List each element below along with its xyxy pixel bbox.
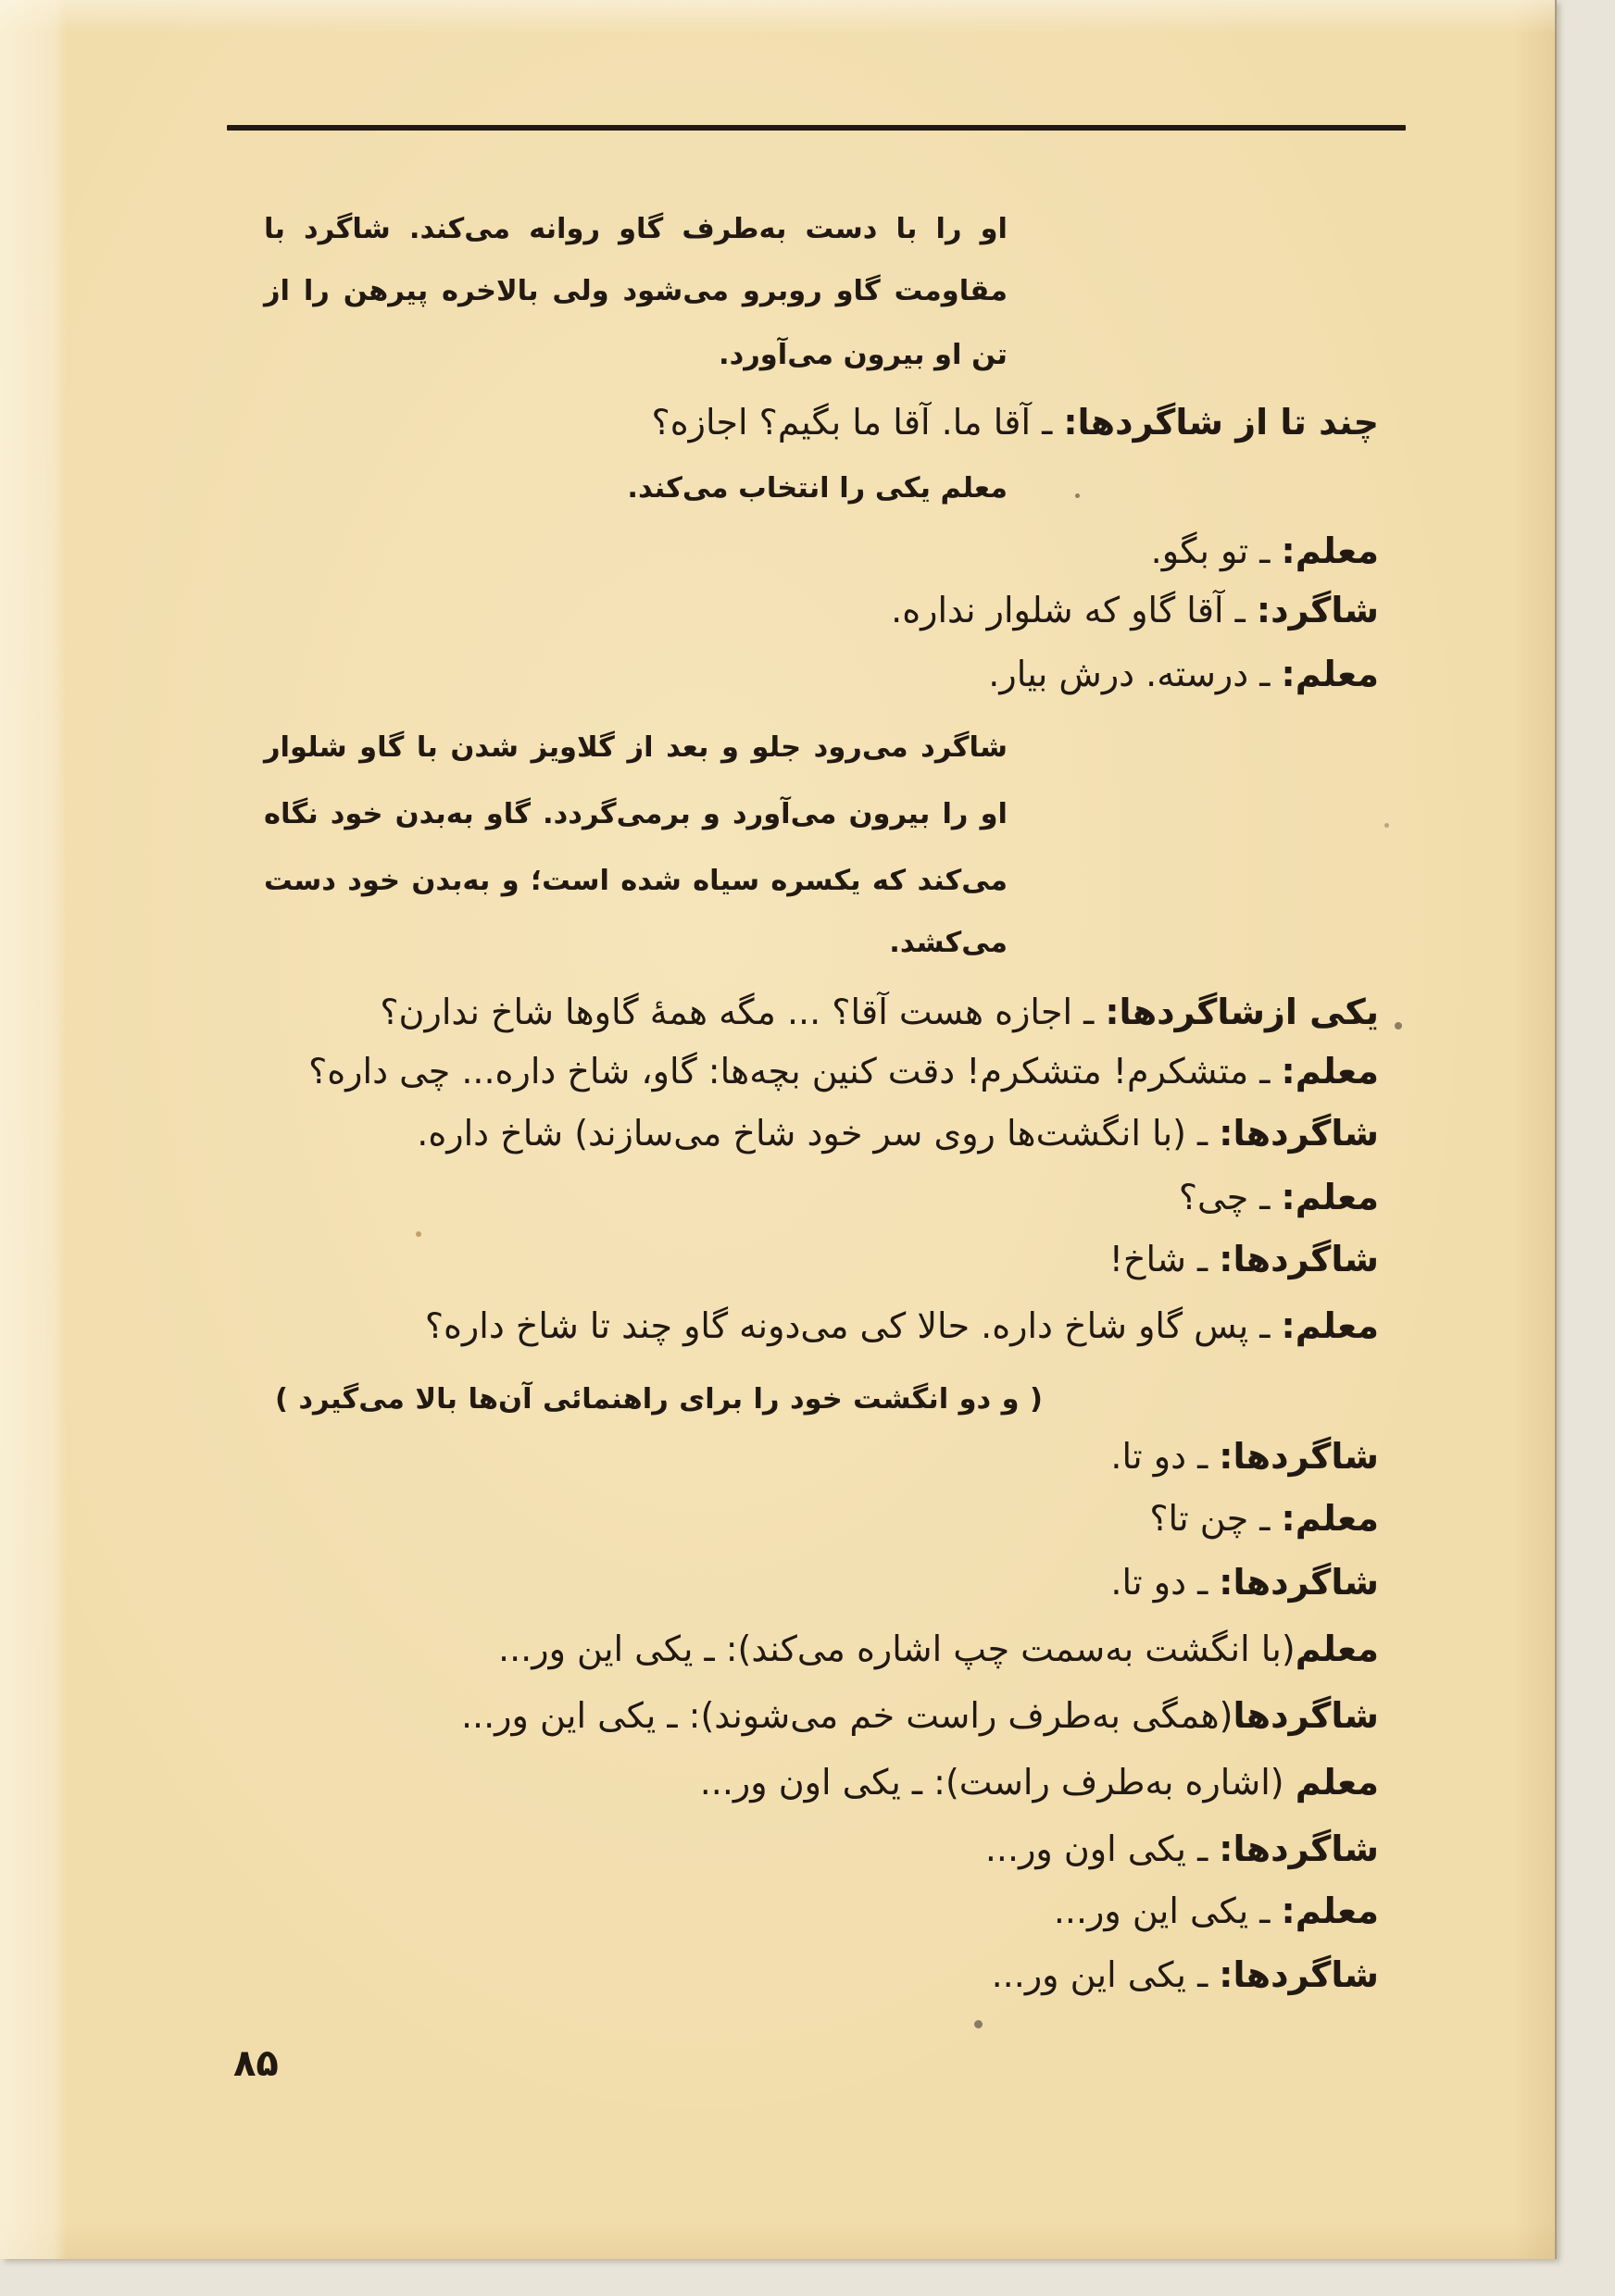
speaker-name: شاگرد:	[1256, 590, 1379, 630]
speech-text: ـ یکی اون ور...	[699, 1762, 923, 1803]
speech-text: ـ دو تا.	[1110, 1436, 1208, 1477]
speech-text: ـ درسته. درش بیار.	[988, 654, 1271, 694]
dialogue-line	[185, 1491, 1379, 1546]
speaker-name: معلم:	[1281, 1890, 1379, 1931]
speech-text: ـ یکی اون ور...	[984, 1828, 1208, 1869]
dialogue-line	[185, 1754, 1379, 1810]
stage-direction-line: او را بیرون می‌آورد و برمی‌گردد. گاو به‌بدن خود نگاه	[264, 798, 1008, 830]
speaker-name: معلم:	[1281, 654, 1379, 694]
dialogue-line	[185, 1821, 1379, 1877]
speech-text: ـ چی؟	[1178, 1177, 1271, 1217]
dialogue-line	[185, 1621, 1379, 1677]
speech-text: ـ پس گاو شاخ داره. حالا کی می‌دونه گاو چند تا شاخ داره؟	[424, 1305, 1271, 1346]
paper-speck	[416, 1231, 421, 1237]
stage-direction-line: می‌کشد.	[889, 927, 1008, 959]
speaker-name: شاگردها:	[1219, 1828, 1379, 1869]
speaker-name: شاگردها:	[1219, 1562, 1379, 1603]
speech-text: ـ اجازه هست آقا؟ ... مگه همهٔ گاوها شاخ ندارن؟	[380, 992, 1095, 1032]
speaker-name: معلم	[1295, 1628, 1379, 1669]
dialogue-line	[185, 1105, 1379, 1161]
stage-direction-line: می‌کند که یکسره سیاه شده است؛ و به‌بدن خود دست	[264, 865, 1008, 897]
stage-direction-line: شاگرد می‌رود جلو و بعد از گلاویز شدن با گاو شلوار	[264, 731, 1008, 764]
paper-speck	[1075, 493, 1080, 498]
paper-speck	[1384, 823, 1389, 828]
dialogue-line	[185, 1688, 1379, 1743]
speaker-name: شاگردها:	[1219, 1436, 1379, 1477]
stage-direction-line: او را با دست به‌طرف گاو روانه می‌کند. شاگرد با	[264, 213, 1008, 245]
dialogue-line	[185, 1043, 1379, 1099]
dialogue-line	[185, 394, 1379, 450]
header-rule	[227, 125, 1406, 131]
speaker-name: شاگردها:	[1219, 1113, 1379, 1154]
dialogue-line	[185, 582, 1379, 638]
speech-text: ـ آقا گاو که شلوار نداره.	[891, 590, 1246, 630]
speaker-name: شاگردها:	[1219, 1239, 1379, 1279]
stage-direction-line: مقاومت گاو روبرو می‌شود ولی بالاخره پیرهن را از	[264, 275, 1008, 307]
speech-text: ـ یکی این ور...	[1053, 1890, 1271, 1931]
dialogue-line	[185, 1554, 1379, 1610]
speech-text: ـ چن تا؟	[1149, 1498, 1271, 1539]
dialogue-line	[185, 1947, 1379, 2003]
dialogue-line	[185, 1298, 1379, 1354]
speech-text: ـ یکی این ور...	[460, 1695, 678, 1736]
stage-direction-line: ( و دو انگشت خود را برای راهنمائی آن‌ها بالا می‌گیرد )	[275, 1383, 1043, 1416]
dialogue-line	[185, 1231, 1379, 1287]
paper-speck	[1395, 1022, 1402, 1029]
dialogue-line	[185, 646, 1379, 702]
speech-text: ـ دو تا.	[1110, 1562, 1208, 1603]
speech-text: ـ شاخ!	[1108, 1239, 1208, 1279]
paper-speck	[974, 2020, 983, 2028]
dialogue-line	[185, 523, 1379, 579]
speech-text: ـ (با انگشت‌ها روی سر خود شاخ می‌سازند) شاخ داره.	[417, 1113, 1208, 1154]
speaker-name: معلم	[1295, 1762, 1379, 1803]
stage-direction-line: معلم یکی را انتخاب می‌کند.	[627, 472, 1008, 505]
inline-stage-direction: (همگی به‌طرف راست خم می‌شوند):	[688, 1695, 1233, 1736]
speaker-name: شاگردها:	[1219, 1954, 1379, 1995]
inline-stage-direction: (با انگشت به‌سمت چپ اشاره می‌کند):	[725, 1628, 1296, 1669]
inline-stage-direction: (اشاره به‌طرف راست):	[933, 1762, 1284, 1803]
speech-text: ـ تو بگو.	[1150, 530, 1271, 571]
speaker-name: شاگردها	[1233, 1695, 1379, 1736]
speech-text: ـ یکی این ور...	[498, 1628, 715, 1669]
speech-text: ـ متشکرم! متشکرم! دقت کنین بچه‌ها: گاو، شاخ داره... چی داره؟	[308, 1051, 1271, 1092]
speaker-name: چند تا از شاگردها:	[1063, 402, 1379, 443]
speaker-name: معلم:	[1281, 1051, 1379, 1092]
dialogue-line	[185, 1429, 1379, 1484]
stage-direction-line: تن او بیرون می‌آورد.	[719, 339, 1008, 371]
speaker-name: یکی ازشاگردها:	[1105, 992, 1379, 1032]
speech-text: ـ آقا ما. آقا ما بگیم؟ اجازه؟	[651, 402, 1053, 443]
speaker-name: معلم:	[1281, 1498, 1379, 1539]
speech-text: ـ یکی این ور...	[991, 1954, 1208, 1995]
dialogue-line	[185, 1169, 1379, 1225]
page-number: ۸۵	[233, 2042, 279, 2085]
speaker-name: معلم:	[1281, 530, 1379, 571]
dialogue-line	[185, 1883, 1379, 1939]
dialogue-line	[185, 984, 1379, 1040]
speaker-name: معلم:	[1281, 1305, 1379, 1346]
speaker-name: معلم:	[1281, 1177, 1379, 1217]
